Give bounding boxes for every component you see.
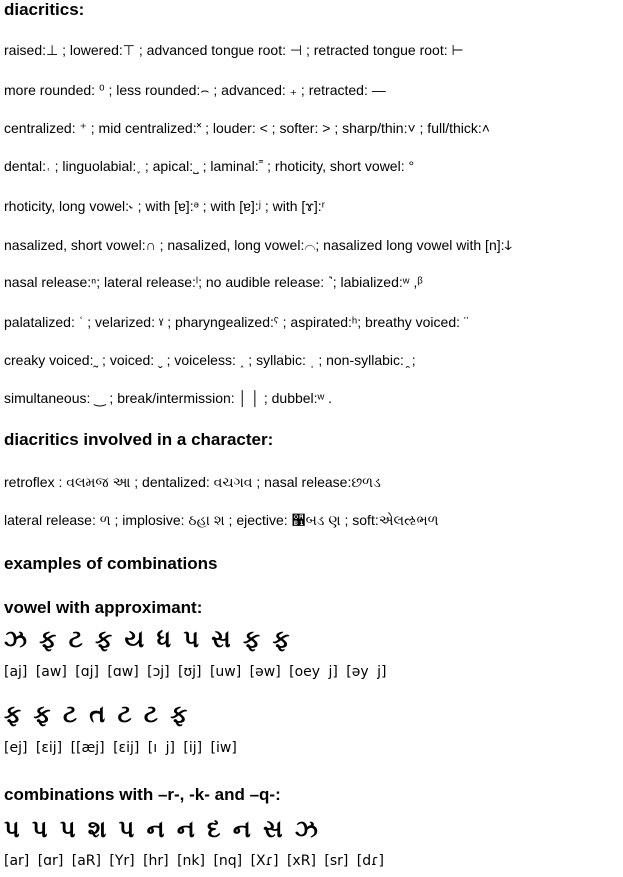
heading-vowel-approximant: vowel with approximant: bbox=[4, 598, 203, 617]
diacritic-line-9: creaky voiced:˷ ; voiced: ˬ ; voiceless: ˰ ; syllabic: ˌ ; non-syllabic: ̯ ; bbox=[4, 352, 416, 368]
heading-examples: examples of combinations bbox=[4, 554, 218, 573]
vowel-trans-row-2: [ej] [ɛij] [[æj] [ɛij] [ı j] [ij] [iw] bbox=[4, 740, 237, 756]
heading-diacritics: diacritics: bbox=[4, 0, 85, 19]
diacritic-line-5: rhoticity, long vowel:˞ ; with [ɐ]:ᵊ ; with [ɐ]:ʲ ; with [ɤ]:ʳ bbox=[4, 198, 326, 214]
diacritic-line-7: nasal release:ⁿ; lateral release:ˡ; no audible release: ˺; labialized:ʷ ,ᵝ bbox=[4, 274, 423, 290]
diacritic-line-3: centralized: ⁺ ; mid centralized:˟ ; louder: ˂ ; softer: ˃ ; sharp/thin:˅ ; full/thick:˄ bbox=[4, 120, 490, 136]
vowel-trans-row-1: [aj] [aw] [ɑj] [ɑw] [ɔj] [ʊj] [uw] [əw] [oey j] [əy j] bbox=[4, 664, 387, 680]
involved-line-2: lateral release: ળ ; implosive: ઠહા શ ; ejective: ઱બડ ણ ; soft:એલઌભળ bbox=[4, 512, 439, 528]
diacritic-line-1: raised:⊥ ; lowered:⊤ ; advanced tongue root: ⊣ ; retracted tongue root: ⊢ bbox=[4, 42, 464, 58]
diacritic-line-6: nasalized, short vowel:∩ ; nasalized, long vowel:⌒; nasalized long vowel with [n]:ↆ bbox=[4, 237, 512, 253]
diacritic-line-8: palatalized: ʿ ; velarized: ˠ ; pharyngealized:ˤ ; aspirated:ʰ; breathy voiced: ¨ bbox=[4, 314, 469, 330]
involved-line-1: retroflex : વલમજ આ ; dentalized: વચગવ ; nasal release:છળડ bbox=[4, 474, 381, 490]
diacritic-line-10: simultaneous: ‿ ; break/intermission: │ │ ; dubbel:ʷ . bbox=[4, 390, 333, 406]
vowel-glyph-row-2: ફ ફ ટ ત ટ ટ ફ bbox=[4, 700, 190, 728]
heading-combinations: combinations with –r-, -k- and –q-: bbox=[4, 785, 281, 804]
combo-trans-row: [ar] [ɑr] [aR] [Yr] [hr] [nk] [nq] [Xɾ] [xR] [sr] [dɾ] bbox=[4, 853, 385, 869]
heading-involved: diacritics involved in a character: bbox=[4, 430, 274, 449]
combo-glyph-row: પ પ પ શ પ ન ન દ ન સ ઝ bbox=[4, 815, 320, 843]
vowel-glyph-row-1: ઝ ફ ટ ફ ય ધ પ સ ફ ફ bbox=[4, 625, 292, 653]
diacritic-line-4: dental:˓ ; linguolabial:˯ ; apical:˽ ; laminal:˭ ; rhoticity, short vowel: ° bbox=[4, 158, 415, 174]
diacritic-line-2: more rounded: ⁰ ; less rounded:⌢ ; advanced: ₊ ; retracted: ― bbox=[4, 82, 386, 98]
